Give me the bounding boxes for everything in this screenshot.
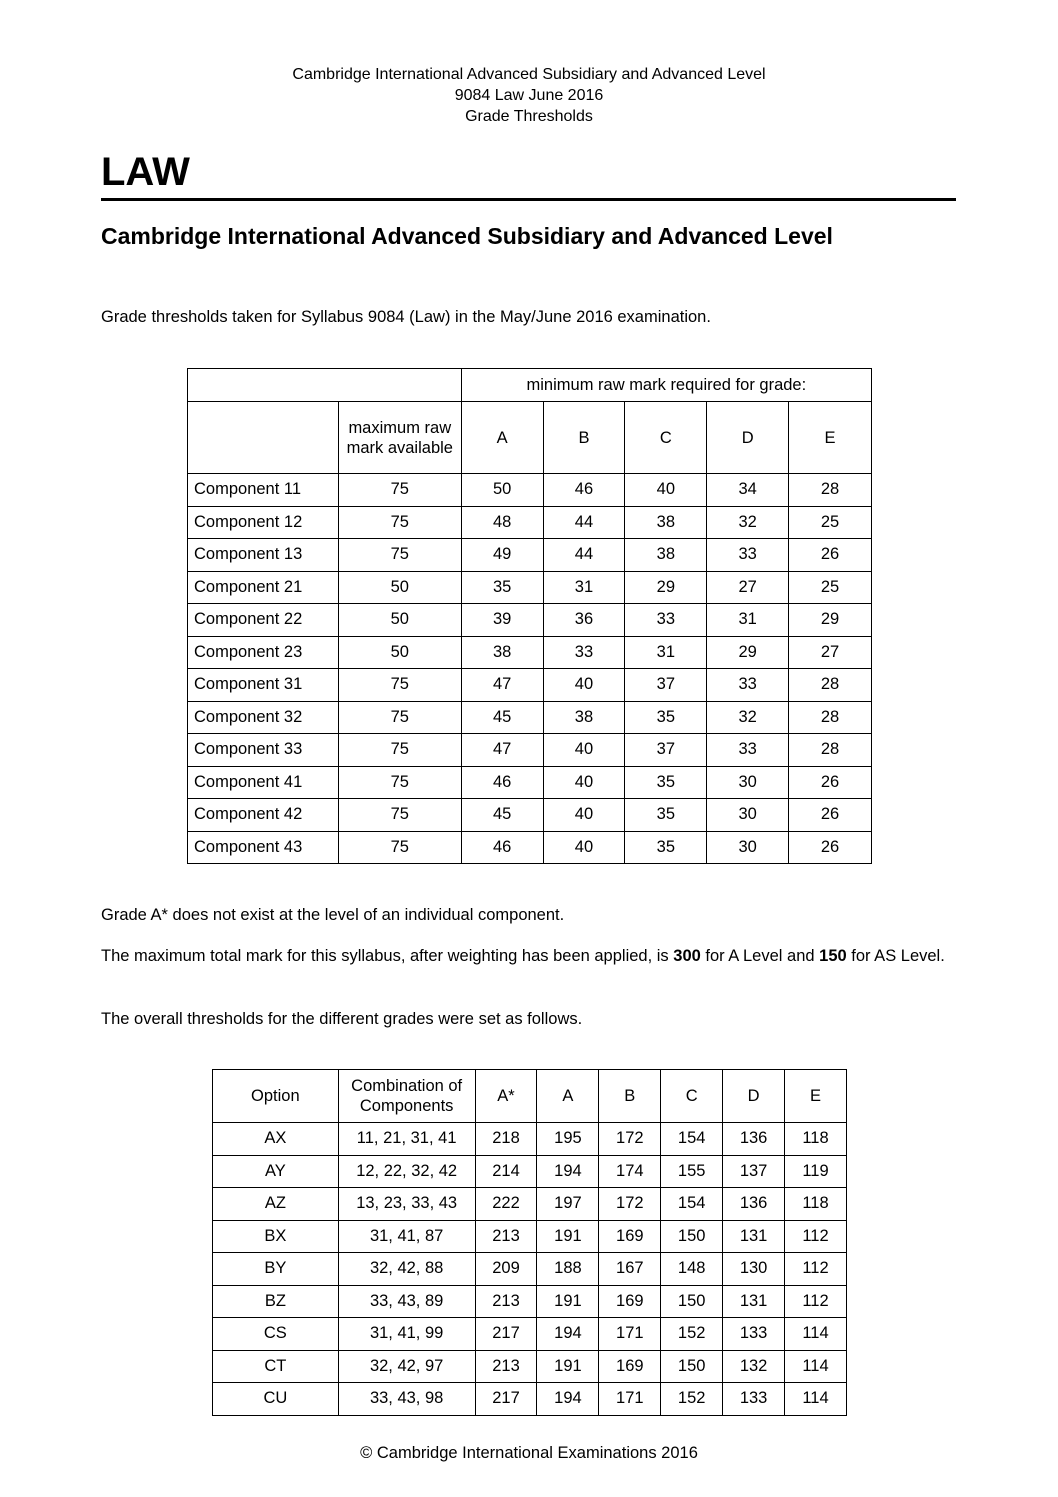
grade-mark: 32 [707,506,789,539]
component-name: Component 31 [188,669,339,702]
overall-header-cell: E [785,1070,847,1123]
a-level-max: 300 [673,947,701,965]
component-combination: 33, 43, 89 [338,1285,475,1318]
grade-header-a: A [461,402,543,474]
grade-mark: 130 [723,1253,785,1286]
overall-header-cell: Combination of Components [338,1070,475,1123]
component-combination: 11, 21, 31, 41 [338,1123,475,1156]
component-combination: 33, 43, 98 [338,1383,475,1416]
component-combination: 13, 23, 33, 43 [338,1188,475,1221]
grade-mark: 44 [543,506,625,539]
grade-mark: 50 [461,474,543,507]
grade-mark: 44 [543,539,625,572]
grade-mark: 148 [661,1253,723,1286]
max-mark: 75 [338,701,461,734]
overall-header-cell: B [599,1070,661,1123]
empty-header-cell [188,402,339,474]
grade-mark: 194 [537,1155,599,1188]
grade-mark: 169 [599,1220,661,1253]
grade-mark: 29 [789,604,872,637]
table-row [188,701,872,734]
grade-mark: 150 [661,1220,723,1253]
component-name: Component 11 [188,474,339,507]
grade-mark: 30 [707,799,789,832]
grade-header-d: D [707,402,789,474]
grade-mark: 40 [543,669,625,702]
grade-mark: 150 [661,1285,723,1318]
grade-mark: 33 [707,734,789,767]
max-mark: 75 [338,766,461,799]
grade-mark: 40 [625,474,707,507]
grade-mark: 40 [543,734,625,767]
grade-mark: 194 [537,1318,599,1351]
grade-mark: 213 [475,1350,537,1383]
max-mark: 50 [338,636,461,669]
max-mark: 75 [338,831,461,864]
overall-thresholds-table [212,1069,847,1416]
table-row [213,1155,847,1188]
grade-mark: 31 [707,604,789,637]
grade-mark: 155 [661,1155,723,1188]
component-combination: 32, 42, 88 [338,1253,475,1286]
header-line-3: Grade Thresholds [465,108,593,125]
grade-mark: 112 [785,1220,847,1253]
grade-mark: 136 [723,1188,785,1221]
grade-mark: 45 [461,701,543,734]
grade-mark: 49 [461,539,543,572]
header-line-2: 9084 Law June 2016 [454,87,604,104]
option-code: AZ [213,1188,339,1221]
component-name: Component 43 [188,831,339,864]
grade-mark: 217 [475,1383,537,1416]
overall-note: The overall thresholds for the different grades were set as follows. [101,1010,583,1028]
grade-mark: 40 [543,766,625,799]
grade-mark: 114 [785,1383,847,1416]
table-row [213,1220,847,1253]
grade-mark: 114 [785,1318,847,1351]
grade-mark: 37 [625,734,707,767]
grade-mark: 191 [537,1350,599,1383]
grade-mark: 31 [625,636,707,669]
component-name: Component 41 [188,766,339,799]
grade-mark: 29 [707,636,789,669]
max-mark: 75 [338,734,461,767]
table-row [188,734,872,767]
component-name: Component 42 [188,799,339,832]
max-mark: 50 [338,604,461,637]
overall-header-cell: D [723,1070,785,1123]
option-code: CS [213,1318,339,1351]
grade-mark: 195 [537,1123,599,1156]
grade-mark: 46 [461,831,543,864]
grade-mark: 26 [789,766,872,799]
table-row [213,1383,847,1416]
grade-mark: 38 [543,701,625,734]
grade-mark: 167 [599,1253,661,1286]
grade-mark: 172 [599,1123,661,1156]
grade-mark: 36 [543,604,625,637]
max-total-note: The maximum total mark for this syllabus, after weighting has been applied, is 300 for A Level and 150 for AS Level. [101,947,945,965]
table-row [188,766,872,799]
component-name: Component 13 [188,539,339,572]
grade-mark: 133 [723,1318,785,1351]
overall-header-cell: C [661,1070,723,1123]
grade-mark: 33 [707,669,789,702]
table-row [188,669,872,702]
table-row [188,539,872,572]
grade-mark: 222 [475,1188,537,1221]
max-mark: 75 [338,506,461,539]
grade-mark: 214 [475,1155,537,1188]
grade-header-b: B [543,402,625,474]
grade-mark: 194 [537,1383,599,1416]
grade-mark: 154 [661,1123,723,1156]
grade-mark: 33 [543,636,625,669]
grade-mark: 26 [789,831,872,864]
grade-mark: 32 [707,701,789,734]
max-mark: 75 [338,669,461,702]
grade-mark: 35 [625,701,707,734]
grade-mark: 119 [785,1155,847,1188]
grade-mark: 172 [599,1188,661,1221]
table-row [188,636,872,669]
grade-mark: 209 [475,1253,537,1286]
grade-mark: 188 [537,1253,599,1286]
option-code: AY [213,1155,339,1188]
grade-header-e: E [789,402,872,474]
page-subtitle: Cambridge International Advanced Subsidiary and Advanced Level [101,223,833,249]
grade-mark: 25 [789,571,872,604]
grade-mark: 112 [785,1285,847,1318]
table-row [188,799,872,832]
grade-mark: 30 [707,831,789,864]
overall-header-cell: A* [475,1070,537,1123]
grade-mark: 197 [537,1188,599,1221]
grade-mark: 25 [789,506,872,539]
title-rule [101,198,956,201]
copyright-footer: © Cambridge International Examinations 2016 [360,1444,698,1462]
max-mark: 75 [338,799,461,832]
grade-mark: 28 [789,669,872,702]
grade-mark: 217 [475,1318,537,1351]
grade-mark: 131 [723,1220,785,1253]
table-row [213,1318,847,1351]
grade-mark: 31 [543,571,625,604]
grade-mark: 34 [707,474,789,507]
intro-text: Grade thresholds taken for Syllabus 9084 (Law) in the May/June 2016 examination. [101,308,711,326]
grade-mark: 174 [599,1155,661,1188]
grade-mark: 114 [785,1350,847,1383]
running-header [0,64,1058,127]
grade-mark: 191 [537,1285,599,1318]
grade-mark: 152 [661,1383,723,1416]
component-name: Component 12 [188,506,339,539]
grade-mark: 26 [789,799,872,832]
option-code: BZ [213,1285,339,1318]
grade-mark: 169 [599,1285,661,1318]
max-mark: 75 [338,474,461,507]
grade-mark: 46 [543,474,625,507]
overall-header-cell: Option [213,1070,339,1123]
grade-mark: 28 [789,474,872,507]
option-code: BY [213,1253,339,1286]
grade-mark: 35 [625,831,707,864]
grade-mark: 169 [599,1350,661,1383]
grade-mark: 26 [789,539,872,572]
grade-mark: 171 [599,1318,661,1351]
grade-mark: 33 [707,539,789,572]
grade-mark: 40 [543,831,625,864]
table-row [213,1123,847,1156]
option-code: CU [213,1383,339,1416]
grade-mark: 37 [625,669,707,702]
grade-mark: 38 [625,506,707,539]
grade-mark: 29 [625,571,707,604]
grade-group-header: minimum raw mark required for grade: [461,369,871,402]
table-row [213,1350,847,1383]
grade-mark: 35 [625,799,707,832]
grade-mark: 112 [785,1253,847,1286]
grade-mark: 46 [461,766,543,799]
grade-mark: 47 [461,734,543,767]
grade-mark: 152 [661,1318,723,1351]
grade-mark: 27 [707,571,789,604]
table-row [188,571,872,604]
grade-mark: 118 [785,1188,847,1221]
component-thresholds-table [187,368,872,864]
overall-header-cell: A [537,1070,599,1123]
as-level-max: 150 [819,947,847,965]
grade-mark: 150 [661,1350,723,1383]
grade-mark: 213 [475,1285,537,1318]
option-code: AX [213,1123,339,1156]
component-combination: 12, 22, 32, 42 [338,1155,475,1188]
grade-mark: 38 [625,539,707,572]
table-row [188,604,872,637]
grade-mark: 28 [789,734,872,767]
grade-mark: 47 [461,669,543,702]
grade-mark: 27 [789,636,872,669]
grade-mark: 137 [723,1155,785,1188]
grade-header-c: C [625,402,707,474]
grade-mark: 45 [461,799,543,832]
grade-mark: 132 [723,1350,785,1383]
grade-mark: 35 [625,766,707,799]
grade-mark: 38 [461,636,543,669]
grade-mark: 48 [461,506,543,539]
empty-header-cell [188,369,462,402]
header-line-1: Cambridge International Advanced Subsidiary and Advanced Level [292,66,766,83]
component-combination: 31, 41, 99 [338,1318,475,1351]
grade-mark: 191 [537,1220,599,1253]
grade-mark: 118 [785,1123,847,1156]
component-combination: 32, 42, 97 [338,1350,475,1383]
component-name: Component 23 [188,636,339,669]
table-row [213,1188,847,1221]
grade-mark: 171 [599,1383,661,1416]
max-mark: 75 [338,539,461,572]
grade-mark: 35 [461,571,543,604]
max-mark: 50 [338,571,461,604]
grade-mark: 30 [707,766,789,799]
table-row [213,1253,847,1286]
component-name: Component 22 [188,604,339,637]
grade-mark: 136 [723,1123,785,1156]
component-combination: 31, 41, 87 [338,1220,475,1253]
page-title: LAW [101,150,190,194]
table-row [188,474,872,507]
table-row [188,506,872,539]
grade-mark: 39 [461,604,543,637]
grade-mark: 131 [723,1285,785,1318]
component-name: Component 21 [188,571,339,604]
grade-mark: 28 [789,701,872,734]
option-code: BX [213,1220,339,1253]
table-row [188,831,872,864]
component-name: Component 33 [188,734,339,767]
grade-mark: 218 [475,1123,537,1156]
table-row [213,1285,847,1318]
option-code: CT [213,1350,339,1383]
grade-mark: 33 [625,604,707,637]
grade-mark: 40 [543,799,625,832]
component-name: Component 32 [188,701,339,734]
grade-mark: 213 [475,1220,537,1253]
grade-mark: 133 [723,1383,785,1416]
astar-note: Grade A* does not exist at the level of an individual component. [101,906,565,924]
max-mark-header: maximum raw mark available [338,402,461,474]
grade-mark: 154 [661,1188,723,1221]
